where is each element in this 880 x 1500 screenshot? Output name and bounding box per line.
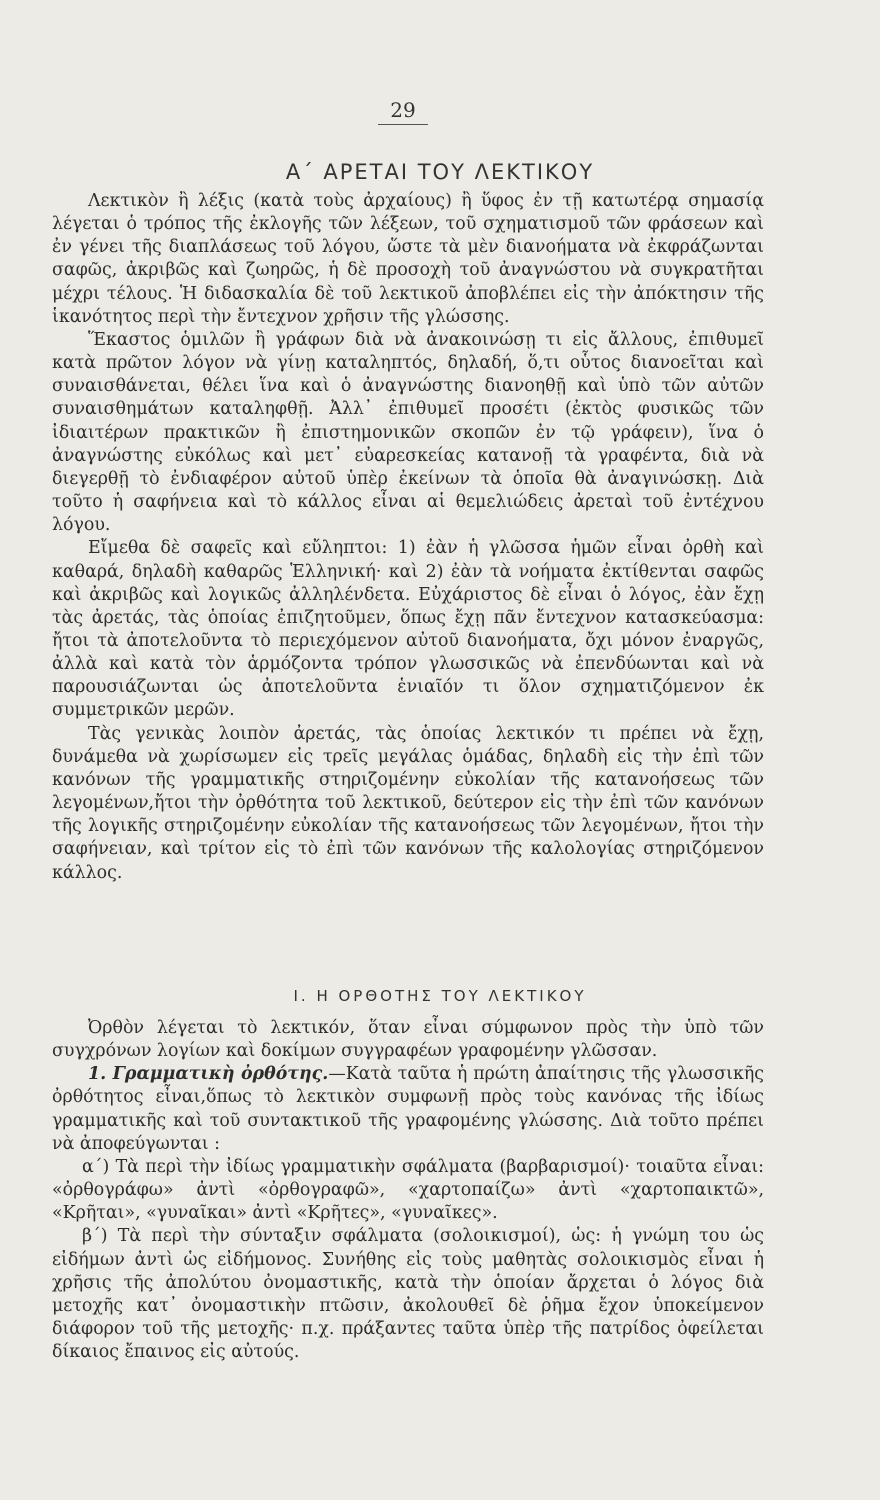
- section-title: Α΄ ΑΡΕΤΑΙ ΤΟΥ ΛΕΚΤΙΚΟΥ: [285, 160, 595, 184]
- paragraph: Ὀρθὸν λέγεται τὸ λεκτικόν, ὅταν εἶναι σύμφωνον πρὸς τὴν ὑπὸ τῶν συγχρόνων λογίων καὶ δοκίμων συγγραφέων γραφομένην γλῶσσαν.: [52, 1018, 764, 1062]
- paragraph: Εἴμεθα δὲ σαφεῖς καὶ εὔληπτοι: 1) ἐὰν ἡ γλῶσσα ἡμῶν εἶναι ὀρθὴ καὶ καθαρά, δηλαδὴ καθαρῶς Ἑλληνική· καὶ 2) ἐὰν τὰ νοήματα ἐκτίθενται σαφῶς καὶ ἀκριβῶς καὶ λογικῶς ἀλληλένδετα. Εὐχάριστος δὲ εἶναι ὁ λόγος, ἐὰν ἔχῃ τὰς ἀρετάς, τὰς ὁποίας ἐπιζητοῦμεν, ὅπως ἔχῃ πᾶν ἔντεχνον κατασκεύασμα: ἤτοι τὰ ἀποτελοῦντα τὸ περιεχόμενον αὐτοῦ διανοήματα, ὄχι μόνον ἐναργῶς, ἀλλὰ καὶ κατὰ τὸν ἁρμόζοντα τρόπον γλωσσικῶς νὰ ἐπενδύωνται καὶ νὰ παρουσιάζωνται ὡς ἀποτελοῦντα ἑνιαῖόν τι ὅλον σχηματιζόμενον ἐκ συμμετρικῶν μερῶν.: [52, 538, 764, 721]
- paragraph: Ἕκαστος ὁμιλῶν ἢ γράφων διὰ νὰ ἀνακοινώσῃ τι εἰς ἄλλους, ἐπιθυμεῖ κατὰ πρῶτον λόγον νὰ γίνῃ καταληπτός, δηλαδή, ὅ,τι οὗτος διανοεῖται καὶ συναισθάνεται, θέλει ἵνα καὶ ὁ ἀναγνώστης διανοηθῇ καὶ ὑπὸ τῶν αὐτῶν συναισθημάτων καταληφθῇ. Ἀλλ᾽ ἐπιθυμεῖ προσέτι (ἐκτὸς φυσικῶς τῶν ἰδιαιτέρων πρακτικῶν ἢ ἐπιστημονικῶν σκοπῶν ἐν τῷ γράφειν), ἵνα ὁ ἀναγνώστης εὐκόλως καὶ μετ᾽ εὐαρεσκείας κατανοῇ τὰ γραφέντα, διὰ νὰ διεγερθῇ τὸ ἐνδιαφέρον αὐτοῦ ὑπὲρ ἐκείνων τὰ ὁποῖα θὰ ἀναγινώσκῃ. Διὰ τοῦτο ἡ σαφήνεια καὶ τὸ κάλλος εἶναι αἱ θεμελιώδεις ἀρεταὶ τοῦ ἐντέχνου λόγου.: [52, 329, 764, 536]
- paragraph: [52, 1063, 764, 1156]
- page-number: 29: [378, 98, 428, 125]
- list-item: α΄) Τὰ περὶ τὴν ἰδίως γραμματικὴν σφάλματα (βαρβαρισμοί)· τοιαῦτα εἶναι: «ὀρθογράφω» ἀντὶ «ὀρθογραφῶ», «χαρτοπαίζω» ἀντὶ «χαρτοπαικτῶ», «Κρῆται», «γυναῖκαι» ἀντὶ «Κρῆτες», «γυναῖκες».: [52, 1156, 764, 1224]
- point-heading: 1. Γραμματικὴ ὀρθότης.: [88, 1064, 329, 1085]
- point-text: —Κατὰ ταῦτα ἡ πρώτη ἀπαίτησις τῆς γλωσσικῆς ὀρθότητος εἶναι,ὅπως τὸ λεκτικὸν συμφωνῇ πρὸς τοὺς κανόνας τῆς ἰδίως γραμματικῆς καὶ τοῦ συντακτικοῦ τῆς γραφομένης γλώσσης. Διὰ τοῦτο πρέπει νὰ ἀποφεύγωνται :: [52, 1064, 764, 1154]
- list-item: β΄) Τὰ περὶ τὴν σύνταξιν σφάλματα (σολοικισμοί), ὡς: ἡ γνώμη του ὡς εἰδήμων ἀντὶ ὡς εἰδήμονος. Συνήθης εἰς τοὺς μαθητὰς σολοικισμὸς εἶναι ἡ χρῆσις τῆς ἀπολύτου ὀνομαστικῆς, κατὰ τὴν ὁποίαν ἄρχεται ὁ λόγος διὰ μετοχῆς κατ᾽ ὀνομαστικὴν πτῶσιν, ἀκολουθεῖ δὲ ῥῆμα ἔχον ὑποκείμενον διάφορον τοῦ τῆς μετοχῆς· π.χ. πράξαντες ταῦτα ὑπὲρ τῆς πατρίδος ὀφείλεται δίκαιος ἔπαινος εἰς αὐτούς.: [52, 1226, 764, 1363]
- subsection-title: Ι. Η ΟΡΘΟΤΗΣ ΤΟΥ ΛΕΚΤΙΚΟΥ: [293, 987, 587, 1005]
- subsection-text: [52, 1017, 764, 1364]
- paragraph: Λεκτικὸν ἢ λέξις (κατὰ τοὺς ἀρχαίους) ἢ ὕφος ἐν τῇ κατωτέρᾳ σημασίᾳ λέγεται ὁ τρόπος τῆς ἐκλογῆς τῶν λέξεων, τοῦ σχηματισμοῦ τῶν φράσεων καὶ ἐν γένει τῆς διαπλάσεως τοῦ λόγου, ὥστε τὰ μὲν διανοήματα νὰ ἐκφράζωνται σαφῶς, ἀκριβῶς καὶ ζωηρῶς, ἡ δὲ προσοχὴ τοῦ ἀναγνώστου νὰ συγκρατῆται μέχρι τέλους. Ἡ διδασκαλία δὲ τοῦ λεκτικοῦ ἀποβλέπει εἰς τὴν ἀπόκτησιν τῆς ἱκανότητος περὶ τὴν ἔντεχνον χρῆσιν τῆς γλώσσης.: [52, 191, 764, 327]
- paragraph: Τὰς γενικὰς λοιπὸν ἀρετάς, τὰς ὁποίας λεκτικόν τι πρέπει νὰ ἔχῃ, δυνάμεθα νὰ χωρίσωμεν εἰς τρεῖς μεγάλας ὁμάδας, δηλαδὴ εἰς τὴν ἐπὶ τῶν κανόνων τῆς γραμματικῆς στηριζομένην εὐκολίαν τῆς κατανοήσεως τῶν λεγομένων,ἤτοι τὴν ὀρθότητα τοῦ λεκτικοῦ, δεύτερον εἰς τὴν ἐπὶ τῶν κανόνων τῆς λογικῆς στηριζομένην εὐκολίαν τῆς κατανοήσεως τῶν λεγομένων, ἤτοι τὴν σαφήνειαν, καὶ τρίτον εἰς τὸ ἐπὶ τῶν κανόνων τῆς καλολογίας στηριζόμενον κάλλος.: [52, 723, 764, 883]
- intro-text: [52, 190, 764, 885]
